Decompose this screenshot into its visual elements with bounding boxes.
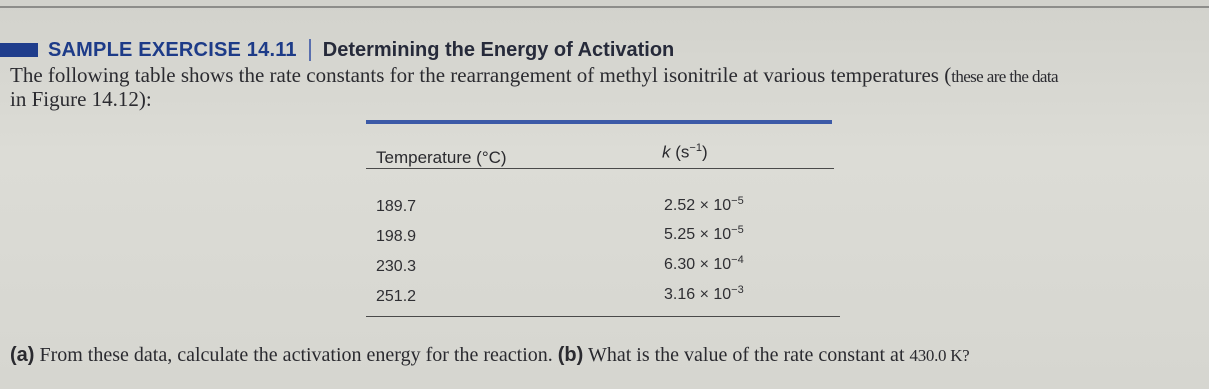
exercise-label: SAMPLE EXERCISE 14.11 <box>48 38 297 61</box>
rate-constant-cell <box>664 284 744 304</box>
exercise-title: Determining the Energy of Activation <box>322 38 675 61</box>
temperature-cell: 189.7 <box>376 198 417 215</box>
rate-mantissa: 2.52 × 10 <box>664 197 732 214</box>
intro-trailing-text: these are the data <box>951 67 1058 86</box>
rate-constant-cell <box>664 195 744 215</box>
intro-text: The following table shows the rate constants for the rearrangement of methyl isonitrile at various temperatures ( <box>10 63 952 87</box>
header-divider <box>309 39 311 61</box>
rate-exponent: −3 <box>731 284 744 296</box>
rate-exponent: −4 <box>731 254 744 266</box>
table-top-rule <box>366 120 832 124</box>
top-rule <box>0 6 1209 8</box>
part-a-text: From these data, calculate the activation energy for the reaction. <box>34 344 558 366</box>
k-unit-close: ) <box>701 142 708 162</box>
rate-constant-cell <box>664 224 744 244</box>
part-a-label: (a) <box>10 344 35 366</box>
rate-mantissa: 3.16 × 10 <box>664 286 732 303</box>
k-symbol: k <box>662 142 671 162</box>
k-unit-open: (s <box>675 142 690 162</box>
exercise-header <box>0 36 674 64</box>
header-marker-bar <box>0 43 38 57</box>
table-header-rule <box>366 168 834 169</box>
rate-mantissa: 5.25 × 10 <box>664 226 732 243</box>
rate-mantissa: 6.30 × 10 <box>664 256 732 273</box>
intro-paragraph <box>10 64 1205 111</box>
table-bottom-rule <box>366 316 840 317</box>
temperature-cell: 251.2 <box>376 288 417 305</box>
part-b-label: (b) <box>557 344 584 366</box>
rate-exponent: −5 <box>731 224 744 236</box>
rate-constant-column-header <box>662 142 708 163</box>
k-unit-exponent: −1 <box>689 142 702 154</box>
part-b-value: 430.0 K? <box>909 346 970 365</box>
intro-line-2: in Figure 14.12): <box>10 87 152 111</box>
part-b-text: What is the value of the rate constant at <box>583 344 910 366</box>
intro-line-1 <box>10 64 1205 88</box>
rate-constant-cell <box>664 254 744 274</box>
temperature-column-header: Temperature (°C) <box>376 148 507 167</box>
exercise-question <box>10 344 969 367</box>
temperature-cell: 230.3 <box>376 258 417 275</box>
temperature-cell: 198.9 <box>376 228 417 245</box>
rate-exponent: −5 <box>731 195 744 207</box>
